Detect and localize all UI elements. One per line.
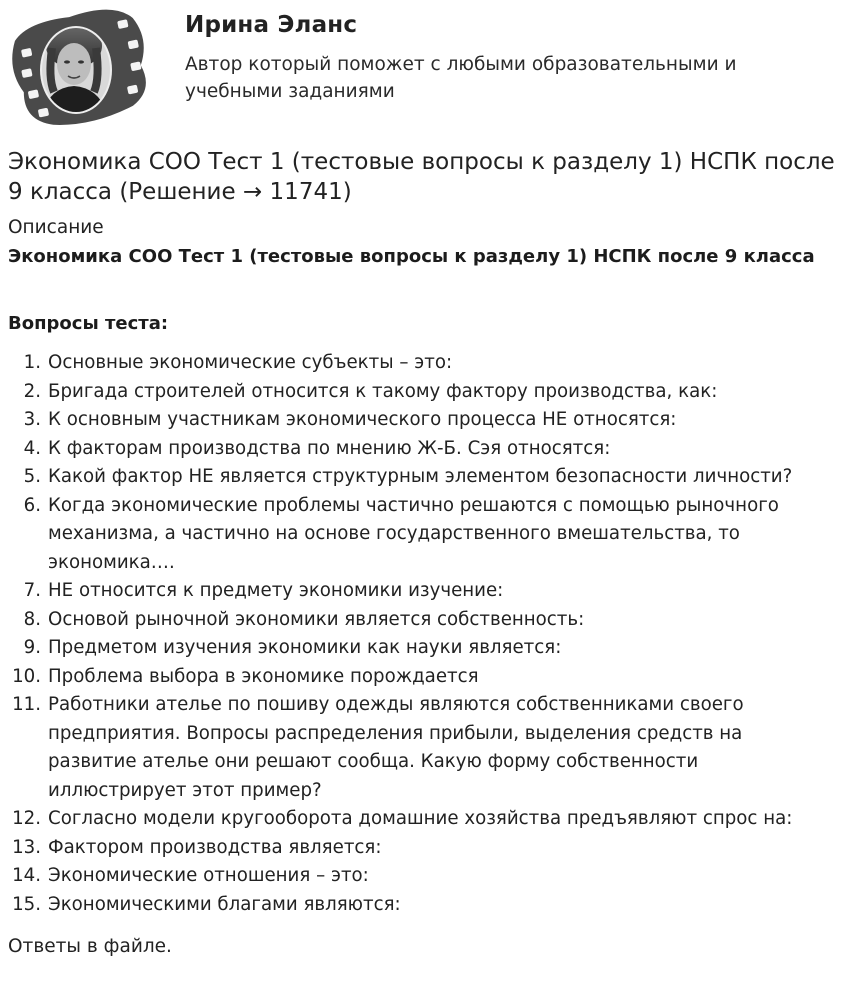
question-item bbox=[8, 492, 843, 578]
question-text: Работники ателье по пошиву одежды являются собственниками своего предприятия. Вопросы распределения прибыли, выделения средств на развитие ателье они решают сообща. Какую форму собственности иллюстрирует этот пример? bbox=[48, 694, 744, 801]
question-text: Проблема выбора в экономике порождается bbox=[48, 665, 479, 687]
question-number: 6. bbox=[23, 494, 41, 516]
question-text: Когда экономические проблемы частично решаются с помощью рыночного механизма, а частично на основе государственного вмешательства, то экономика…. bbox=[48, 494, 779, 573]
author-description: Автор который поможет с любыми образовательными и учебными заданиями bbox=[185, 54, 737, 102]
question-item bbox=[8, 378, 843, 407]
question-number: 7. bbox=[23, 580, 41, 601]
question-number: 2. bbox=[23, 380, 41, 402]
description-bold-title: Экономика СОО Тест 1 (тестовые вопросы к разделу 1) НСПК после 9 класса bbox=[8, 246, 815, 267]
page-title: Экономика СОО Тест 1 (тестовые вопросы к разделу 1) НСПК после 9 класса (Решение → 11741) bbox=[8, 149, 835, 205]
question-text: Экономическими благами являются: bbox=[48, 893, 401, 915]
question-item bbox=[8, 606, 843, 635]
question-item bbox=[8, 349, 843, 378]
question-text: Предметом изучения экономики как науки является: bbox=[48, 637, 562, 658]
question-number: 4. bbox=[23, 437, 41, 459]
question-item bbox=[8, 691, 843, 805]
question-text: Бригада строителей относится к такому фактору производства, как: bbox=[48, 380, 718, 402]
author-avatar[interactable] bbox=[8, 8, 153, 126]
question-item bbox=[8, 435, 843, 464]
question-text: Основные экономические субъекты – это: bbox=[48, 352, 453, 373]
answers-note: Ответы в файле. bbox=[8, 936, 172, 957]
question-text: Какой фактор НЕ является структурным элементом безопасности личности? bbox=[48, 466, 793, 487]
question-item bbox=[8, 663, 843, 692]
description-label: Описание bbox=[8, 217, 104, 238]
question-number: 8. bbox=[23, 608, 41, 630]
question-item bbox=[8, 862, 843, 891]
author-card bbox=[8, 8, 839, 128]
question-number: 15. bbox=[12, 893, 41, 915]
question-item bbox=[8, 406, 843, 435]
question-number: 12. bbox=[12, 808, 41, 829]
question-number: 9. bbox=[23, 637, 41, 658]
questions-list bbox=[8, 349, 843, 919]
question-text: Фактором производства является: bbox=[48, 836, 382, 858]
question-number: 11. bbox=[12, 694, 41, 715]
question-number: 10. bbox=[12, 665, 41, 687]
question-text: Основой рыночной экономики является собственность: bbox=[48, 608, 585, 630]
questions-heading: Вопросы теста: bbox=[8, 313, 169, 334]
question-item bbox=[8, 577, 843, 606]
question-number: 1. bbox=[23, 352, 41, 373]
question-item bbox=[8, 805, 843, 834]
question-item bbox=[8, 834, 843, 863]
question-text: Экономические отношения – это: bbox=[48, 865, 369, 886]
question-text: НЕ относится к предмету экономики изучение: bbox=[48, 580, 504, 601]
question-item bbox=[8, 891, 843, 920]
question-text: Согласно модели кругооборота домашние хозяйства предъявляют спрос на: bbox=[48, 808, 793, 829]
question-item bbox=[8, 463, 843, 492]
question-number: 13. bbox=[12, 836, 41, 858]
question-number: 5. bbox=[23, 466, 41, 487]
question-number: 3. bbox=[23, 409, 41, 430]
author-name[interactable]: Ирина Эланс bbox=[185, 12, 358, 38]
avatar-film-frame-image bbox=[8, 8, 153, 126]
question-item bbox=[8, 634, 843, 663]
question-text: К факторам производства по мнению Ж-Б. Сэя относятся: bbox=[48, 437, 611, 459]
question-text: К основным участникам экономического процесса НЕ относятся: bbox=[48, 409, 677, 430]
question-number: 14. bbox=[12, 865, 41, 886]
